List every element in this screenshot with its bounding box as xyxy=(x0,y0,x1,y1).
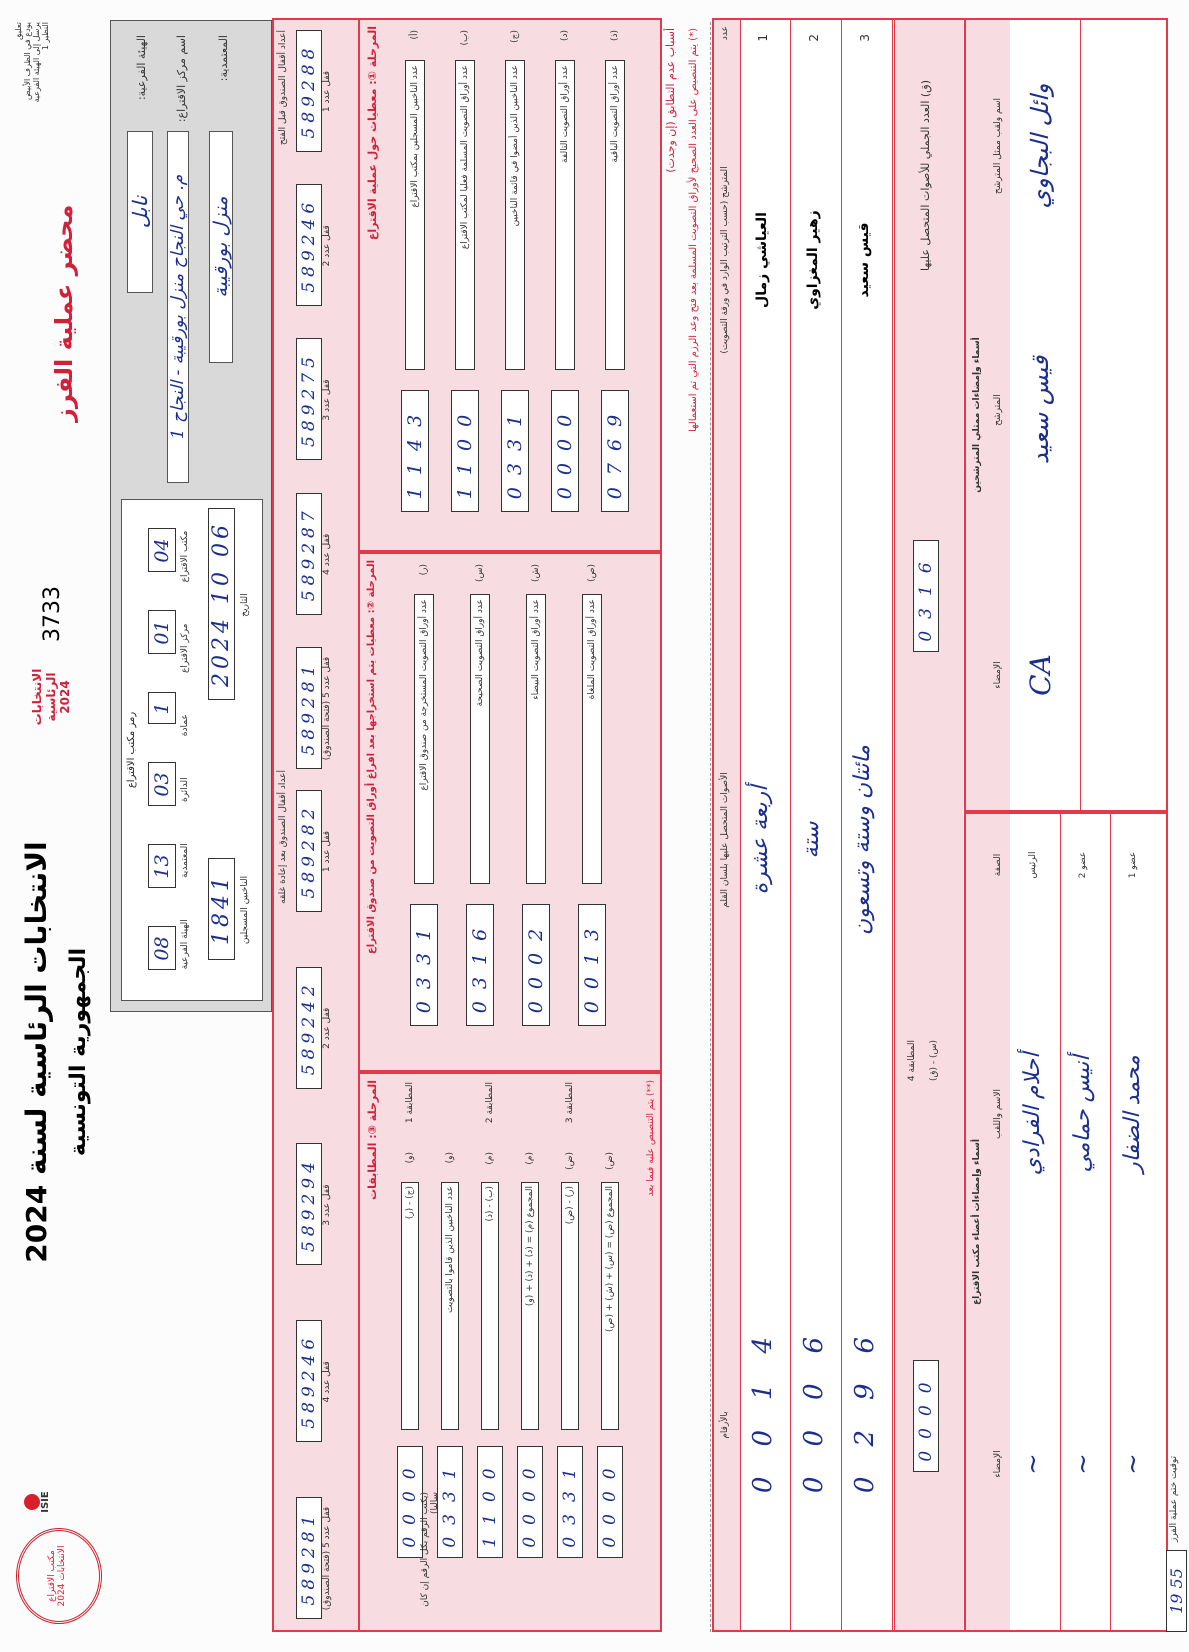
seal-item xyxy=(296,647,332,770)
seal-value: 589275 xyxy=(296,339,322,461)
isie-logo xyxy=(24,1480,94,1524)
code-label: مكتب الاقتراع xyxy=(180,530,190,583)
stage3-row xyxy=(470,1082,510,1622)
col-no: عدد xyxy=(720,26,730,41)
stage1-row xyxy=(490,30,540,540)
table-row xyxy=(1060,814,1111,1630)
seals-section xyxy=(272,18,360,1632)
match-value: 1100 xyxy=(477,1446,503,1558)
seal-item xyxy=(296,30,332,153)
votes-words: أربعة عشرة xyxy=(748,785,773,895)
match4-label: المطابقة 4 xyxy=(907,1040,917,1082)
row-code: (س) xyxy=(475,564,485,583)
match-value: 0000 xyxy=(597,1446,623,1558)
closing-label: توقيت ختم عملية الفرز xyxy=(1169,1455,1179,1542)
stamp-text: مكتب الاقتراع الانتخابات 2024 xyxy=(47,1545,67,1607)
row-code: (ج) xyxy=(510,30,520,43)
reps-col: اسم ولقب ممثل المترشح xyxy=(993,97,1003,195)
isie-text: ISIE xyxy=(40,1491,51,1513)
members-col: الإمضاء xyxy=(993,1450,1003,1478)
member-role: الرئيس xyxy=(1028,851,1038,879)
members-col: الاسم واللقب xyxy=(993,1089,1003,1139)
match-value: 0331 xyxy=(557,1446,583,1558)
stage3-row xyxy=(510,1082,550,1622)
member-name: أنيس حمامي xyxy=(1070,1055,1095,1173)
elections-logo: الانتخابات الرئاسية 2024 xyxy=(30,668,72,726)
member-signature: ~ xyxy=(1018,1453,1048,1475)
votes-words: مائتان وستة وتسعون xyxy=(850,744,875,936)
row-value: 0316 xyxy=(466,904,494,1026)
stage2-title: المرحلة ②: معطيات يتم استخراجها بعد افراغ أوراق التصويت من صندوق الاقتراع xyxy=(366,560,377,955)
member-role: عضو 1 xyxy=(1128,851,1138,879)
reasons-section xyxy=(660,22,711,1632)
table-row xyxy=(1010,814,1061,1630)
results-body xyxy=(740,20,893,1630)
seal-item xyxy=(296,1144,332,1267)
match-sub: (م) xyxy=(485,1152,495,1165)
row-value: 0331 xyxy=(501,390,529,512)
code-value: 1 xyxy=(148,693,176,725)
votes-digits: 0014 xyxy=(748,1306,778,1494)
seal-value: 589281 xyxy=(296,1497,322,1619)
total-digits xyxy=(913,540,939,653)
stage2-row xyxy=(452,564,508,1060)
row-value: 0000 xyxy=(551,390,579,512)
match-code: المطابقة 3 xyxy=(565,1082,575,1124)
stage2-section xyxy=(358,552,662,1072)
votes-words: ستة xyxy=(799,821,824,859)
candidate-no: 1 xyxy=(756,34,770,42)
match4-digits xyxy=(913,1360,939,1473)
row-code: (أ) xyxy=(410,30,420,40)
total-label: (ق) العدد الجملي للأصوات المتحصل عليها xyxy=(919,80,932,272)
reps-col: المترشح xyxy=(993,394,1003,426)
code-label: المعتمدية xyxy=(180,843,190,879)
seal-digits xyxy=(296,30,322,153)
code-value: 08 xyxy=(148,927,176,971)
stage2-row xyxy=(564,564,620,1060)
stage1-row xyxy=(440,30,490,540)
seal-value: 589287 xyxy=(296,493,322,615)
col-candidate: المترشح (حسب الترتيب الوارد في ورقة التصويت) xyxy=(720,166,730,354)
match-formula: المجموع (م) = (د) + (ذ) + (و) xyxy=(521,1182,539,1430)
stage3-footnote: (**) يتم التنصيص عليه فيما بعد xyxy=(646,1080,656,1197)
seal-item xyxy=(296,339,332,462)
match-value: 0000 xyxy=(397,1446,423,1558)
seal-label: قفل عدد 4 xyxy=(322,533,332,575)
match-sub: (ض) xyxy=(565,1152,575,1170)
seal-label: قفل عدد 3 xyxy=(322,1184,332,1226)
center-value: م. حي النجاح منزل بورقيبة - النجاح 1 xyxy=(167,131,189,483)
row-value: 0002 xyxy=(522,904,550,1026)
seal-item xyxy=(296,1497,332,1620)
seal-value: 589281 xyxy=(296,647,322,769)
table-row xyxy=(1110,814,1164,1630)
row-value: 1143 xyxy=(401,390,429,512)
seal-label: قفل عدد 2 xyxy=(322,225,332,267)
candidate-no: 2 xyxy=(807,34,821,42)
code-label: الدائرة xyxy=(180,777,190,803)
seal-value: 589288 xyxy=(296,30,322,152)
stage1-rows xyxy=(390,30,640,540)
reasons-label: أسباب عدم التطابق (إن وجدت) xyxy=(664,28,677,173)
row-value: 1100 xyxy=(451,390,479,512)
votes-digits: 0296 xyxy=(850,1306,880,1494)
match-value: 0331 xyxy=(437,1446,463,1558)
stage2-rows xyxy=(396,564,620,1060)
rep-name: وائل البجاوي xyxy=(1026,83,1054,209)
members-col: الصفة xyxy=(993,853,1003,877)
seal-item xyxy=(296,493,332,616)
copy-note: النظير 1 xyxy=(41,22,50,51)
match-formula: (ر) - (ض) xyxy=(561,1182,579,1430)
table-row xyxy=(842,20,893,1630)
stage3-section xyxy=(358,1072,662,1632)
row-code: (ص) xyxy=(587,564,597,582)
office-block xyxy=(110,20,272,1012)
row-label: عدد أوراق التصويت المستخرجة من صندوق الاقتراع xyxy=(414,594,434,884)
code-label: مركز الاقتراع xyxy=(180,623,190,673)
stage3-row xyxy=(590,1082,630,1622)
code-label: عمادة xyxy=(180,714,190,737)
row-label: عدد أوراق التصويت الملغاة xyxy=(582,594,602,884)
col-words: الأصوات المتحصل عليها بلسان القلم xyxy=(720,772,730,908)
page-title: الانتخابات الرئاسية لسنة 2024 xyxy=(20,841,53,1263)
match-sub: (ض) xyxy=(605,1152,615,1170)
table-row xyxy=(740,20,791,1630)
rep-signature: CA xyxy=(1024,654,1057,696)
members-table xyxy=(964,812,1168,1632)
copies-table xyxy=(14,22,104,212)
copy-note: يرسل إلى الهيئة الفرعية xyxy=(32,22,41,103)
code-label: الهيئة الفرعية xyxy=(180,919,190,970)
seal-label: قفل عدد 1 xyxy=(322,70,332,113)
seal-item xyxy=(296,184,332,307)
seal-label: قفل عدد 5 (فتحة الصندوق) xyxy=(322,656,332,761)
closing-time xyxy=(1166,1332,1186,1632)
code-title: رمز مكتب الاقتراع xyxy=(126,711,137,789)
voters-value: 1841 xyxy=(208,858,235,960)
candidate-name: زهير المغزاوي xyxy=(805,210,821,310)
match-value: 0000 xyxy=(517,1446,543,1558)
form-subtitle: محضر عملية الفرز xyxy=(50,204,78,422)
table-row xyxy=(791,20,842,1630)
match-code: المطابقة 1 xyxy=(405,1082,415,1124)
header xyxy=(10,20,110,1632)
votes-digits: 0006 xyxy=(799,1306,829,1494)
seal-label: قفل عدد 3 xyxy=(322,379,332,421)
row-label: عدد الناخبين الذين أمضوا في قائمة الناخبين xyxy=(505,60,525,370)
code-value: 04 xyxy=(148,529,176,573)
match-code: المطابقة 2 xyxy=(485,1082,495,1124)
seal-item xyxy=(296,1320,332,1443)
candidate-name: العياشي زمال xyxy=(754,212,770,308)
row-label: عدد أوراق التصويت التالفة xyxy=(555,60,575,370)
candidate-name: قيس سعيد xyxy=(856,222,872,298)
seal-label: قفل عدد 2 xyxy=(322,1007,332,1049)
total-value: 0316 xyxy=(913,540,939,652)
seal-value: 589242 xyxy=(296,967,322,1089)
sub-authority-value: نابل xyxy=(127,131,153,293)
table-row xyxy=(1010,20,1081,810)
date-value: 2024 10 06 xyxy=(208,508,235,700)
seal-label: قفل عدد 4 xyxy=(322,1361,332,1403)
date-label: التاريخ xyxy=(240,593,250,617)
stage2-row xyxy=(508,564,564,1060)
copy-note: يودع في الظرف الأبيض xyxy=(23,22,32,100)
col-digits: بالأرقام xyxy=(720,1411,730,1439)
members-title: أسماء وإمضاءات أعضاء مكتب الاقتراع xyxy=(966,814,988,1630)
results-total xyxy=(894,20,963,1630)
reps-header xyxy=(988,20,1010,810)
code-value: 01 xyxy=(148,611,176,655)
form-number: 3733 xyxy=(40,586,65,642)
seal-label: قفل عدد 1 xyxy=(322,830,332,873)
delegation-value: منزل بورقيبة xyxy=(209,131,233,363)
flag-icon xyxy=(24,1494,40,1510)
row-value: 0013 xyxy=(578,904,606,1026)
stage3-row xyxy=(550,1082,590,1622)
seal-item xyxy=(296,790,332,913)
copy-note: تعليق xyxy=(14,22,23,40)
row-label: عدد الناخبين المسجلين بمكتب الاقتراع xyxy=(405,60,425,370)
code-value: 03 xyxy=(148,763,176,807)
rep-candidate: قيس سعيد xyxy=(1026,355,1054,465)
seals-after-row xyxy=(296,790,332,1620)
delegation-label: المعتمدية: xyxy=(217,35,230,82)
row-value: 0769 xyxy=(601,390,629,512)
seals-after-label: أعداد أقفال الصندوق بعد إعادة غلقه xyxy=(278,770,288,904)
sub-authority-label: الهيئة الفرعية: xyxy=(135,35,148,101)
row-code: (ر) xyxy=(419,564,429,576)
stage1-section xyxy=(358,18,662,552)
results-header xyxy=(714,20,741,1630)
voters-label: الناخبين المسجلين xyxy=(240,875,250,945)
code-labels-row xyxy=(180,510,190,990)
members-header xyxy=(988,814,1010,1630)
row-label: عدد أوراق التصويت المسلمة فعليا لمكتب الاقتراع xyxy=(455,60,475,370)
member-name: أحلام الفرادي xyxy=(1020,1052,1045,1176)
official-stamp xyxy=(16,1528,102,1624)
seal-value: 589294 xyxy=(296,1144,322,1266)
reasons-note: (*) يتم التنصيص على العدد الصحيح لأوراق التصويت المسلمة بعد فتح وعد الرزم التي تم استعمالها xyxy=(688,28,699,432)
candidate-no: 3 xyxy=(858,34,872,42)
seals-before-row xyxy=(296,30,332,770)
row-code: (ذ) xyxy=(610,30,620,42)
stage1-row xyxy=(540,30,590,540)
row-label: عدد أوراق التصويت الباقية xyxy=(605,60,625,370)
code-values-row xyxy=(148,510,176,990)
stage1-title: المرحلة ①: معطيات حول عملية الاقتراع xyxy=(366,26,379,241)
member-role: عضو 2 xyxy=(1078,851,1088,879)
row-label: عدد أوراق التصويت الصحيحة xyxy=(470,594,490,884)
seal-label: قفل عدد 5 (فتحة الصندوق) xyxy=(322,1506,332,1611)
country-title: الجمهورية التونسية xyxy=(66,947,91,1157)
stage3-title: المرحلة ③: المطابقات xyxy=(366,1080,379,1200)
row-value: 0331 xyxy=(410,904,438,1026)
stage2-row xyxy=(396,564,452,1060)
match-formula: عدد الناخبين الذين قاموا بالتصويت xyxy=(441,1182,459,1430)
results-table xyxy=(712,18,966,1632)
match4-value: 0000 xyxy=(913,1360,939,1472)
reps-title: أسماء وإمضاءات ممثلي المترشحين xyxy=(966,20,988,810)
seal-value: 589246 xyxy=(296,1320,322,1442)
match-formula: (ب) - (ذ) xyxy=(481,1182,499,1430)
match-sub: (و) xyxy=(445,1152,455,1164)
seal-value: 589282 xyxy=(296,790,322,912)
match-sub: (و) xyxy=(405,1152,415,1164)
reps-col: الإمضاء xyxy=(993,661,1003,689)
member-name: محمد الضفار xyxy=(1120,1055,1145,1173)
match-note: (يكتب الرقم بكل الرقم إن كان سالبا) xyxy=(420,1492,440,1607)
row-code: (ش) xyxy=(531,564,541,583)
match-formula: (ج) - (ر) xyxy=(401,1182,419,1430)
row-code: (د) xyxy=(560,30,570,42)
match-sub: (م) xyxy=(525,1152,535,1165)
stage1-row xyxy=(590,30,640,540)
seals-before-label: أعداد أقفال الصندوق قبل الفتح xyxy=(278,30,288,146)
match4-formula: (س) - (ق) xyxy=(929,1040,939,1081)
member-signature: ~ xyxy=(1118,1453,1148,1475)
closing-value: 19 55 xyxy=(1166,1550,1187,1632)
row-code: (ب) xyxy=(460,30,470,46)
office-names xyxy=(121,31,261,491)
seal-value: 589246 xyxy=(296,184,322,306)
match-formula: المجموع (ض) = (س) + (ش) + (ص) xyxy=(601,1182,619,1430)
seal-item xyxy=(296,967,332,1090)
code-value: 13 xyxy=(148,845,176,889)
center-label: اسم مركز الاقتراع: xyxy=(175,35,188,123)
member-signature: ~ xyxy=(1068,1453,1098,1475)
office-code-box xyxy=(121,499,263,1001)
reps-table xyxy=(964,18,1168,812)
stage1-row xyxy=(390,30,440,540)
row-label: عدد أوراق التصويت البيضاء xyxy=(526,594,546,884)
